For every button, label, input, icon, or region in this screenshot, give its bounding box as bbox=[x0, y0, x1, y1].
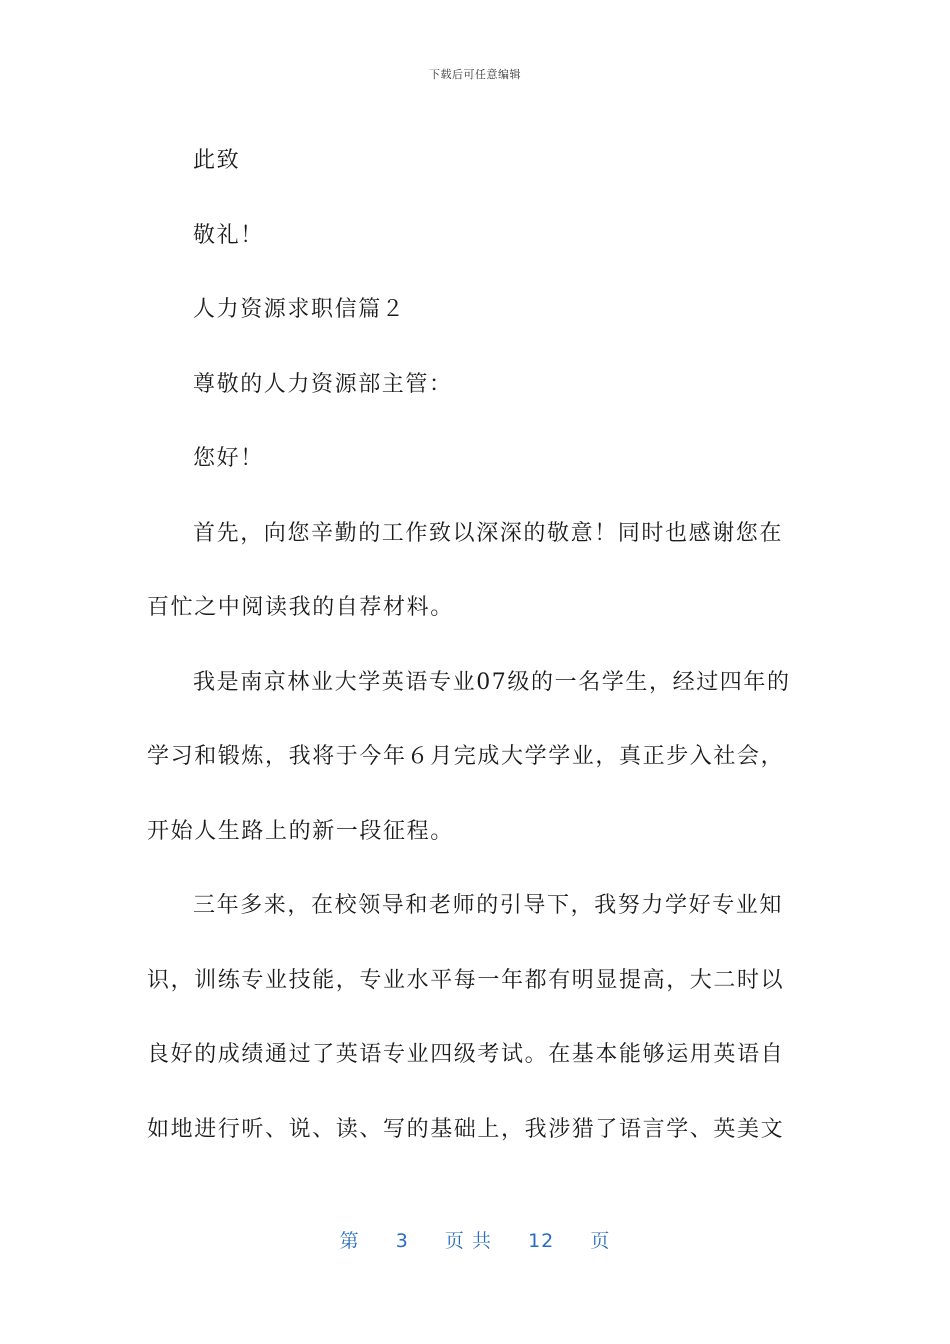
paragraph bbox=[147, 869, 807, 1167]
text-line: 三年多来，在校领导和老师的引导下，我努力学好专业知 bbox=[193, 893, 784, 918]
header-note: 下载后可任意编辑 bbox=[429, 68, 521, 81]
paragraph bbox=[147, 422, 807, 497]
paragraph bbox=[147, 348, 807, 423]
text-line: 如地进行听、说、读、写的基础上，我涉猎了语言学、英美文 bbox=[147, 1116, 785, 1142]
total-pages-number: 12 bbox=[528, 1230, 555, 1252]
paragraph bbox=[147, 199, 807, 274]
text-line: 学习和锻炼，我将于今年６月完成大学学业，真正步入社会， bbox=[147, 744, 785, 769]
text-line: 您好！ bbox=[193, 446, 264, 471]
document-body bbox=[147, 124, 807, 1167]
text-line: 此致 bbox=[193, 148, 241, 173]
footer-suffix: 页 bbox=[590, 1230, 611, 1252]
text-line: 开始人生路上的新一段征程。 bbox=[147, 818, 454, 844]
text-line: 良好的成绩通过了英语专业四级考试。在基本能够运用英语自 bbox=[147, 1042, 785, 1067]
text-line: 我是南京林业大学英语专业07级的一名学生，经过四年的 bbox=[193, 669, 791, 695]
paragraph bbox=[147, 273, 807, 348]
current-page-number: 3 bbox=[395, 1230, 409, 1252]
paragraph bbox=[147, 124, 807, 199]
text-line: 百忙之中阅读我的自荐材料。 bbox=[147, 595, 454, 620]
text-line: 识，训练专业技能，专业水平每一年都有明显提高，大二时以 bbox=[147, 967, 785, 993]
footer-middle: 页 共 bbox=[444, 1230, 492, 1252]
text-line: 人力资源求职信篇２ bbox=[193, 297, 406, 322]
text-line: 敬礼！ bbox=[193, 222, 264, 248]
paragraph bbox=[147, 497, 807, 646]
text-line: 尊敬的人力资源部主管： bbox=[193, 371, 453, 397]
paragraph bbox=[147, 646, 807, 870]
footer-prefix: 第 bbox=[339, 1230, 360, 1252]
text-line: 首先，向您辛勤的工作致以深深的敬意！同时也感谢您在 bbox=[193, 520, 784, 546]
page-footer bbox=[0, 1226, 950, 1253]
